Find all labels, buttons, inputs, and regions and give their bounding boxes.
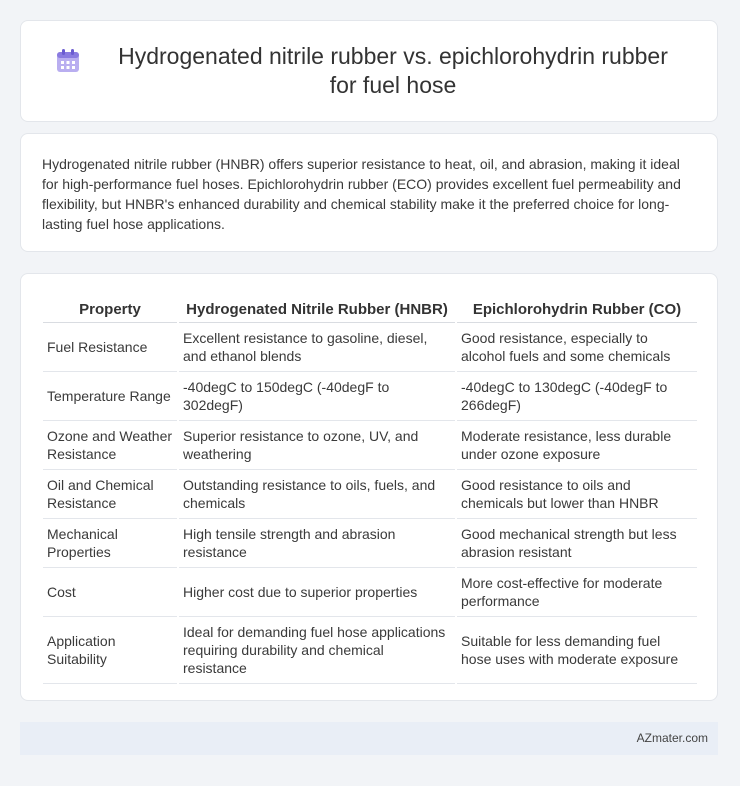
row-co: Moderate resistance, less durable under ozone exposure	[457, 421, 697, 470]
row-hnbr: Excellent resistance to gasoline, diesel, and ethanol blends	[179, 323, 455, 372]
table-row	[43, 519, 697, 568]
row-co: Good resistance to oils and chemicals but lower than HNBR	[457, 470, 697, 519]
row-property: Mechanical Properties	[43, 519, 177, 568]
row-hnbr: -40degC to 150degC (-40degF to 302degF)	[179, 372, 455, 421]
table-row	[43, 617, 697, 684]
row-property: Application Suitability	[43, 617, 177, 684]
table-row	[43, 421, 697, 470]
row-co: -40degC to 130degC (-40degF to 266degF)	[457, 372, 697, 421]
header-property: Property	[43, 292, 177, 323]
row-co: Good mechanical strength but less abrasion resistant	[457, 519, 697, 568]
header-hnbr: Hydrogenated Nitrile Rubber (HNBR)	[179, 292, 455, 323]
row-property: Fuel Resistance	[43, 323, 177, 372]
title-wrap	[55, 42, 683, 100]
table-row	[43, 568, 697, 617]
row-hnbr: Ideal for demanding fuel hose applications requiring durability and chemical resistance	[179, 617, 455, 684]
footer	[20, 722, 718, 755]
calendar-icon	[55, 48, 81, 74]
intro-card	[20, 133, 718, 252]
row-co: More cost-effective for moderate performance	[457, 568, 697, 617]
table-header-row	[43, 292, 697, 323]
footer-site-link[interactable]: AZmater.com	[636, 731, 708, 745]
row-property: Temperature Range	[43, 372, 177, 421]
row-hnbr: High tensile strength and abrasion resistance	[179, 519, 455, 568]
row-hnbr: Superior resistance to ozone, UV, and weathering	[179, 421, 455, 470]
page-title: Hydrogenated nitrile rubber vs. epichlorohydrin rubber for fuel hose	[118, 43, 668, 98]
intro-text: Hydrogenated nitrile rubber (HNBR) offers superior resistance to heat, oil, and abrasion, making it ideal for high-performance fuel hoses. Epichlorohydrin rubber (ECO) provides excellent fuel permeability and flexibility, but HNBR's enhanced durability and chemical stability make it the preferred choice for long-lasting fuel hose applications.	[42, 156, 681, 232]
title-card	[20, 20, 718, 122]
table-row	[43, 470, 697, 519]
row-co: Suitable for less demanding fuel hose uses with moderate exposure	[457, 617, 697, 684]
header-co: Epichlorohydrin Rubber (CO)	[457, 292, 697, 323]
table-row	[43, 323, 697, 372]
row-hnbr: Higher cost due to superior properties	[179, 568, 455, 617]
row-property: Ozone and Weather Resistance	[43, 421, 177, 470]
row-property: Oil and Chemical Resistance	[43, 470, 177, 519]
row-hnbr: Outstanding resistance to oils, fuels, and chemicals	[179, 470, 455, 519]
table-row	[43, 372, 697, 421]
comparison-card	[20, 273, 718, 701]
comparison-table	[41, 292, 699, 684]
row-co: Good resistance, especially to alcohol fuels and some chemicals	[457, 323, 697, 372]
row-property: Cost	[43, 568, 177, 617]
